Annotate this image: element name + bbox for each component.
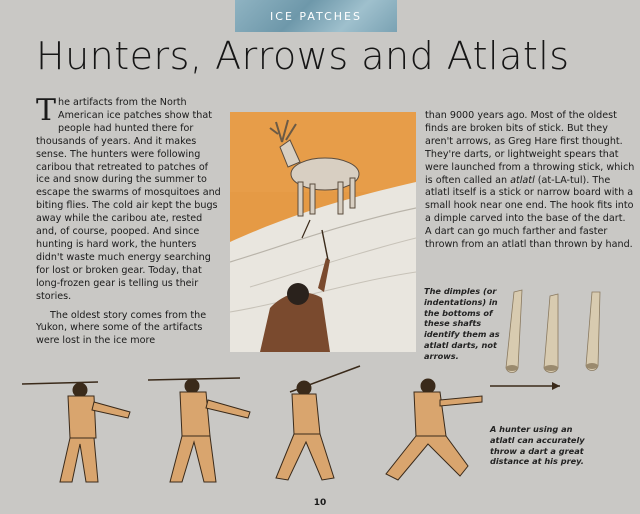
hunter-caption: A hunter using an atlatl can accurately throw a dart a great distance at his prey. bbox=[490, 424, 585, 467]
term-atlatl: atlatl bbox=[510, 174, 535, 186]
paragraph: The oldest story comes from the Yukon, where some of the artifacts were lost in the ice more bbox=[36, 309, 207, 347]
paragraph-text: he artifacts from the North American ice patches show that people had hunted there for thousands of years. And it makes sense. The hunters were following caribou that retreated to patches of ice and snow during the summer to escape the swarms of mosquitoes and biting flies. The cold air kept the bugs away while the caribou ate, rested and, of course, pooped. And since hunting is hard work, the hunters didn't waste much energy searching for lost or broken gear. Today, that long-frozen gear is telling us their stories. bbox=[36, 97, 221, 302]
section-tab bbox=[235, 0, 397, 32]
section-tab-label: ICE PATCHES bbox=[270, 9, 362, 23]
drop-cap: T bbox=[36, 93, 57, 128]
paragraph bbox=[36, 93, 222, 304]
body-column-left bbox=[36, 93, 222, 348]
page-number: 10 bbox=[313, 498, 327, 508]
paragraph bbox=[425, 110, 635, 252]
paragraph-text: (at-LA-tul). The atlatl itself is a stick or narrow board with a small hook near one end. The hook fits into a dimple carved into the base of the dart. A dart can go much farther and faster thrown from an atlatl than thrown by hand. bbox=[425, 174, 634, 251]
caribou-hunt-illustration bbox=[230, 112, 416, 352]
body-column-right bbox=[425, 110, 635, 252]
paragraph-text: than 9000 years ago. Most of the oldest finds are broken bits of stick. But they aren't arrows, as Greg Hare first thought. They're darts, or lightweight spears that were launched from a throwing stick, which is often called an bbox=[425, 110, 635, 186]
darts-caption: The dimples (or indentations) in the bottoms of these shafts identify them as atlatl darts, not arrows. bbox=[424, 286, 500, 361]
page-title: Hunters, Arrows and Atlatls bbox=[36, 34, 570, 78]
